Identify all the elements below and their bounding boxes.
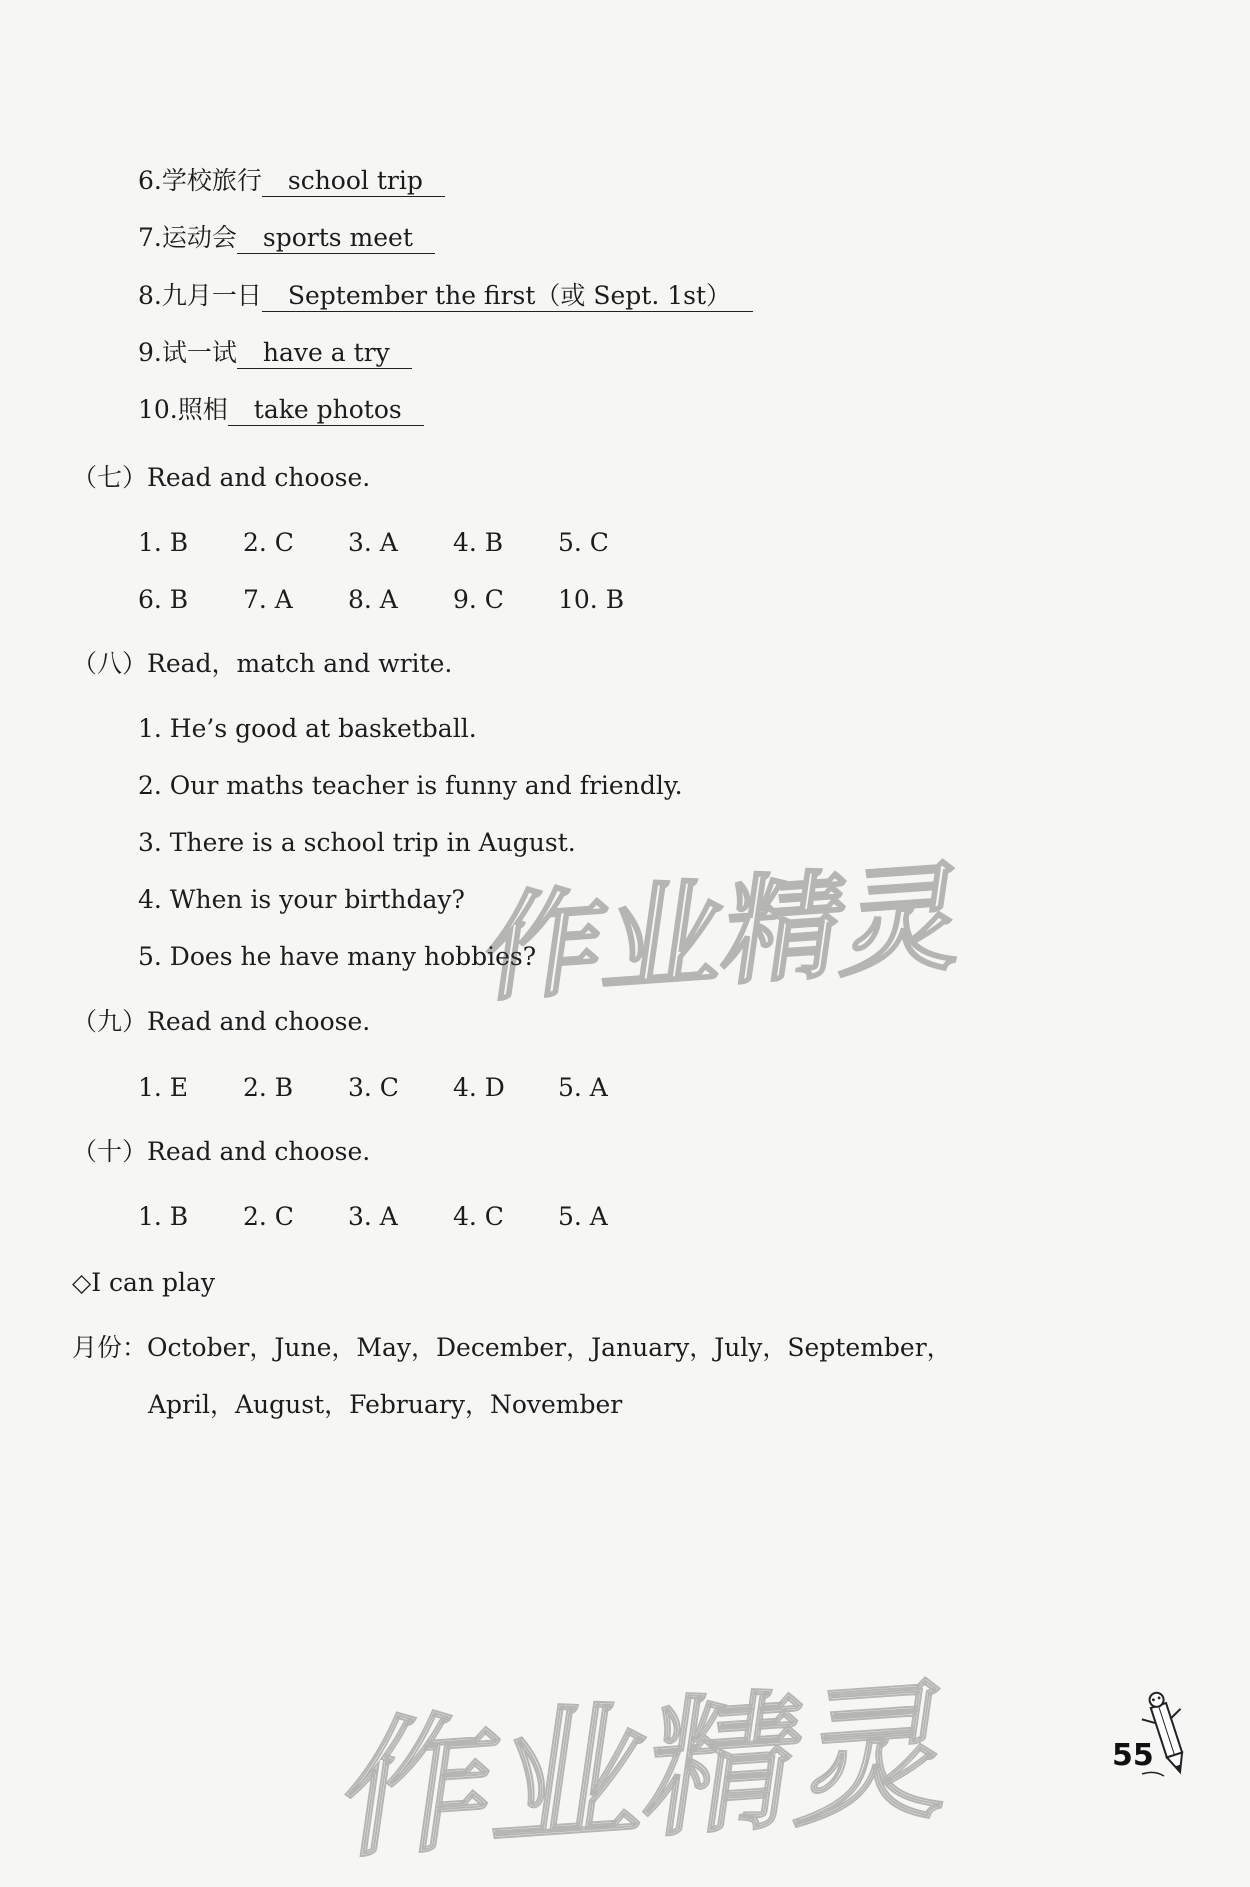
vocab-chinese: 试一试 bbox=[161, 338, 237, 367]
answer: 2. B bbox=[243, 1073, 294, 1102]
answer: 9. C bbox=[453, 585, 504, 614]
answer: 8. A bbox=[348, 585, 398, 614]
answer: 4. C bbox=[453, 1202, 504, 1231]
section-10-heading: （十）Read and choose. bbox=[72, 1137, 371, 1166]
answer: 10. B bbox=[558, 585, 625, 614]
answer: 7. A bbox=[243, 585, 293, 614]
answer: 4. D bbox=[453, 1073, 505, 1102]
section-7-heading: （七）Read and choose. bbox=[72, 463, 371, 492]
vocab-answer: September the first（或 Sept. 1st） bbox=[262, 281, 753, 312]
section-9-heading: （九）Read and choose. bbox=[72, 1007, 371, 1036]
vocab-number: 10. bbox=[138, 395, 178, 424]
months-line-2: April，August，February，November bbox=[148, 1390, 623, 1419]
vocab-chinese: 照相 bbox=[177, 395, 228, 424]
vocab-chinese: 九月一日 bbox=[161, 281, 262, 310]
vocab-item-9 bbox=[138, 336, 412, 370]
section-8-item-1: 1. He’s good at basketball. bbox=[138, 714, 477, 743]
section-9-answers bbox=[138, 1071, 663, 1105]
vocab-answer: have a try bbox=[237, 338, 412, 369]
answer: 2. C bbox=[243, 528, 294, 557]
vocab-item-10 bbox=[138, 393, 424, 427]
vocab-number: 8. bbox=[138, 281, 162, 310]
watermark-bottom: 作业精灵 bbox=[331, 1664, 965, 1880]
answer: 4. B bbox=[453, 528, 504, 557]
section-8-item-4: 4. When is your birthday? bbox=[138, 885, 465, 914]
section-8-item-2: 2. Our maths teacher is funny and friendly. bbox=[138, 771, 683, 800]
vocab-chinese: 学校旅行 bbox=[161, 166, 262, 195]
section-10-answers bbox=[138, 1200, 663, 1234]
vocab-answer: sports meet bbox=[237, 223, 435, 254]
vocab-chinese: 运动会 bbox=[161, 223, 237, 252]
section-8-item-3: 3. There is a school trip in August. bbox=[138, 828, 576, 857]
section-8-item-5: 5. Does he have many hobbies? bbox=[138, 942, 537, 971]
answer: 6. B bbox=[138, 585, 189, 614]
page-number: 55 bbox=[1112, 1738, 1154, 1773]
vocab-number: 9. bbox=[138, 338, 162, 367]
answer: 3. C bbox=[348, 1073, 399, 1102]
answer: 1. B bbox=[138, 1202, 189, 1231]
vocab-item-8 bbox=[138, 279, 753, 313]
vocab-answer: take photos bbox=[228, 395, 424, 426]
answer: 5. A bbox=[558, 1202, 608, 1231]
section-7-answers-row-1 bbox=[138, 526, 663, 560]
answer: 3. A bbox=[348, 1202, 398, 1231]
answer: 3. A bbox=[348, 528, 398, 557]
vocab-number: 6. bbox=[138, 166, 162, 195]
answer: 5. A bbox=[558, 1073, 608, 1102]
months-line-1: 月份：October，June，May，December，January，July，September， bbox=[72, 1333, 952, 1362]
watermark-middle: 作业精灵 bbox=[475, 847, 974, 1019]
answer: 1. B bbox=[138, 528, 189, 557]
answer: 2. C bbox=[243, 1202, 294, 1231]
section-8-heading: （八）Read，match and write. bbox=[72, 649, 453, 678]
vocab-item-7 bbox=[138, 221, 435, 255]
play-heading: ◇I can play bbox=[72, 1268, 216, 1297]
answer: 1. E bbox=[138, 1073, 189, 1102]
section-7-answers-row-2 bbox=[138, 583, 663, 617]
vocab-answer: school trip bbox=[262, 166, 445, 197]
vocab-item-6 bbox=[138, 164, 445, 198]
answer: 5. C bbox=[558, 528, 609, 557]
vocab-number: 7. bbox=[138, 223, 162, 252]
